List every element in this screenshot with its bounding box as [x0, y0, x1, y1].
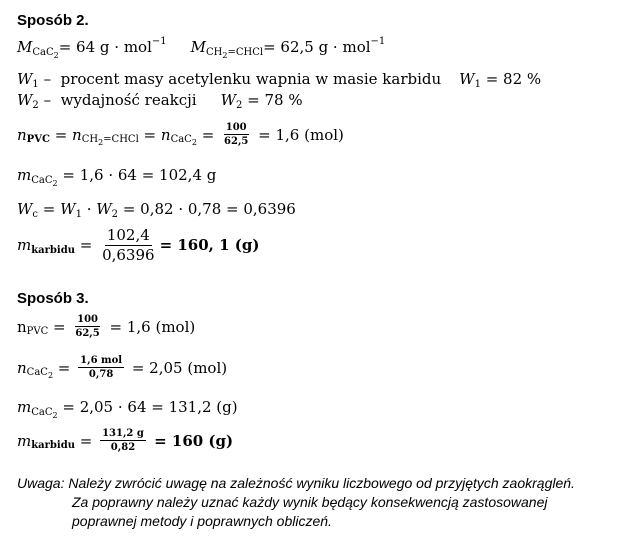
subscript-cac2: [171, 134, 197, 145]
dot: ·: [81, 200, 97, 218]
fraction: [100, 428, 146, 453]
equals: =: [53, 358, 76, 377]
note-label: Uwaga:: [17, 475, 65, 491]
w1-value: = 82 %: [480, 70, 542, 88]
result: = 160, 1 (g): [159, 236, 260, 254]
symbol-w: W: [17, 200, 33, 218]
sub-text: karbidu: [31, 440, 75, 451]
denominator: 62,5: [224, 136, 249, 147]
sub-index: 1: [474, 78, 481, 90]
numerator: 102,4: [106, 226, 150, 244]
symbol-n: n: [17, 358, 27, 377]
subscript-cac2: [31, 407, 57, 418]
result: = 2,05 · 64 = 131,2 (g): [57, 398, 238, 416]
w2-definition: [17, 91, 303, 109]
ncac2-equation: [17, 355, 227, 380]
sub-index: 1: [32, 78, 39, 90]
note-line-3: poprawnej metody i poprawnych obliczeń.: [72, 513, 332, 529]
subscript-ch2chcl: [206, 47, 263, 58]
symbol-n: n: [17, 125, 27, 144]
denominator: 0,78: [88, 369, 114, 380]
symbol-w: W: [96, 200, 112, 218]
sub-text: PVC: [26, 134, 50, 145]
mass-cac2-equation: [17, 166, 217, 188]
symbol-m: M: [190, 38, 206, 56]
definition-text: – wydajność reakcji: [38, 91, 197, 109]
result: = 2,05 (mol): [127, 358, 228, 377]
equals: =: [138, 125, 161, 144]
denominator: 0,82: [110, 442, 136, 453]
sub-text: CaC: [26, 367, 48, 378]
symbol-m: M: [17, 38, 33, 56]
fraction: [100, 227, 157, 263]
sub-index: 2: [52, 178, 58, 188]
symbol-m: m: [17, 431, 32, 450]
sub-text: CaC: [31, 174, 53, 186]
moles-equation: [17, 122, 344, 147]
subscript-cac2: [31, 175, 57, 186]
result: = 0,82 · 0,78 = 0,6396: [118, 200, 296, 218]
numerator: 100: [77, 314, 98, 325]
fraction: [78, 355, 124, 380]
result: = 1,6 · 64 = 102,4 g: [57, 166, 217, 184]
equals: =: [48, 317, 71, 336]
sub-index: 2: [47, 371, 54, 380]
sub-text: CH: [81, 134, 99, 145]
note: [17, 474, 575, 531]
exponent: −1: [151, 35, 167, 47]
sub-text: CaC: [31, 406, 53, 418]
fraction: [222, 122, 250, 147]
sub-text: c: [32, 208, 39, 220]
symbol-w: W: [220, 91, 237, 109]
denominator: 0,6396: [102, 245, 155, 264]
result: = 1,6 (mol): [253, 125, 344, 144]
sub-index: 2: [111, 208, 119, 220]
sub-index: 2: [52, 410, 58, 420]
sub-text: =CHCl: [227, 46, 264, 58]
subscript-ch2chcl: [82, 134, 139, 145]
sub-index: 2: [53, 50, 59, 60]
note-line-2: Za poprawny należy uznać każdy wynik będący konsekwencją zastosowanej: [72, 494, 548, 510]
symbol-w: W: [17, 70, 33, 88]
wc-equation: [17, 200, 296, 218]
fraction: [73, 314, 101, 339]
symbol-w: W: [17, 91, 33, 109]
equals: =: [74, 236, 98, 254]
cac2-molar-mass: = 64 g · mol: [58, 38, 152, 56]
note-text: Należy zwrócić uwagę na zależność wyniku liczbowego od przyjętych zaokrągleń.: [64, 475, 575, 491]
equals: =: [38, 200, 61, 218]
numerator: 1,6 mol: [80, 355, 123, 366]
symbol-n: n: [160, 125, 171, 144]
exponent: −1: [370, 35, 386, 47]
result: = 1,6 (mol): [104, 317, 196, 336]
sub-text: karbidu: [31, 244, 75, 256]
sub-text: CaC: [170, 134, 192, 145]
w1-definition: [17, 70, 541, 88]
sub-text: =CHCl: [103, 134, 139, 145]
sub-text: PVC: [26, 326, 49, 337]
subscript-cac2: [32, 47, 58, 58]
symbol-n: n: [17, 317, 27, 336]
equals: =: [74, 431, 98, 450]
denominator: 62,5: [75, 328, 100, 339]
symbol-w: W: [60, 200, 76, 218]
sub-index: 2: [222, 50, 228, 60]
sub-index: 2: [191, 138, 197, 147]
sub-index: 2: [98, 138, 104, 147]
mkarbidu-equation-3: [17, 428, 233, 453]
symbol-m: m: [17, 398, 32, 416]
numerator: 100: [225, 122, 247, 133]
section-3-heading: Sposób 3.: [17, 290, 89, 307]
mcac2-equation: [17, 398, 238, 420]
section-2-heading: Sposób 2.: [17, 12, 89, 29]
symbol-m: m: [17, 236, 32, 254]
w2-value: = 78 %: [242, 91, 303, 109]
sub-index: 2: [236, 99, 243, 111]
result: = 160 (g): [148, 431, 234, 450]
equals: =: [196, 125, 220, 144]
numerator: 131,2 g: [102, 428, 144, 439]
symbol-w: W: [459, 70, 475, 88]
definition-text: – procent masy acetylenku wapnia w masie karbidu: [38, 70, 442, 88]
subscript-cac2: [27, 367, 53, 378]
sub-text: CaC: [32, 46, 54, 58]
equals: =: [49, 125, 73, 144]
sub-index: 2: [32, 99, 39, 111]
npvc-equation: [17, 314, 195, 339]
sub-text: CH: [205, 46, 223, 58]
ch2chcl-molar-mass: = 62,5 g · mol: [263, 38, 371, 56]
sub-index: 1: [75, 208, 82, 220]
symbol-n: n: [72, 125, 82, 144]
symbol-m: m: [17, 166, 32, 184]
molar-masses-line: [17, 35, 386, 60]
mkarbidu-equation: [17, 227, 259, 263]
note-line-1: [17, 474, 575, 493]
